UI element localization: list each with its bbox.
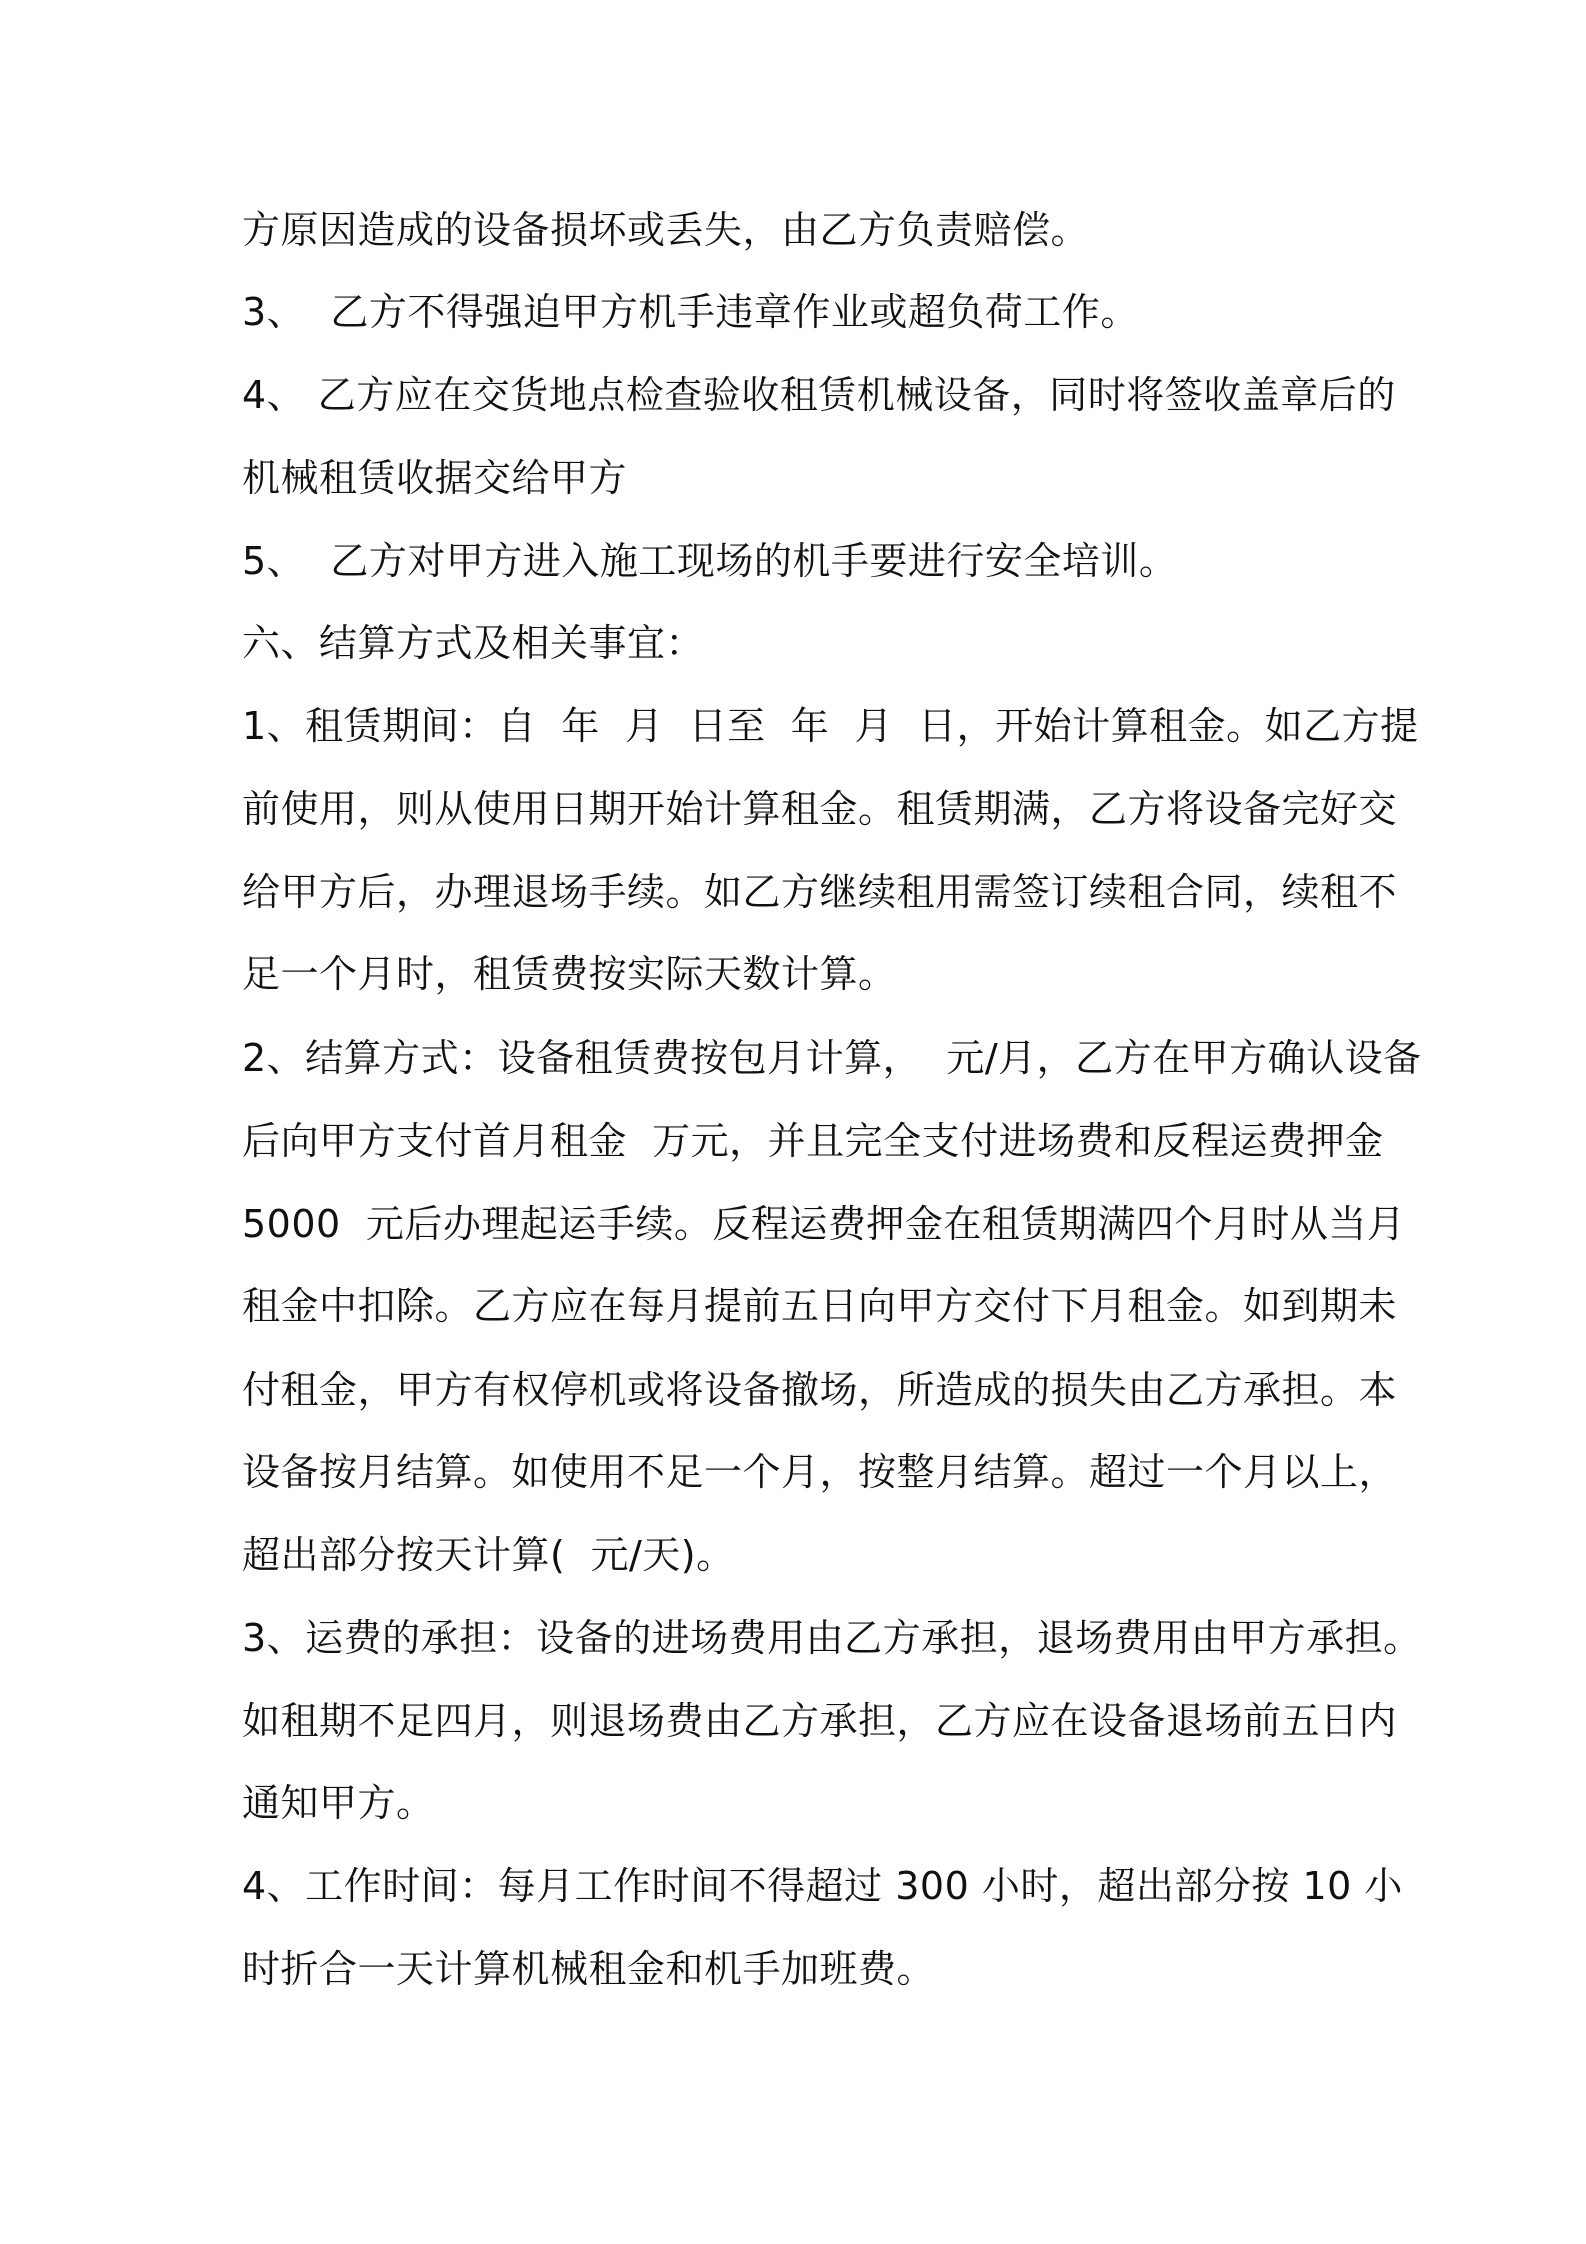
paragraph-line: 3、 乙方不得强迫甲方机手违章作业或超负荷工作。	[242, 290, 1139, 334]
paragraph-line: 机械租赁收据交给甲方	[242, 456, 628, 500]
paragraph-line: 付租金，甲方有权停机或将设备撤场，所造成的损失由乙方承担。本	[242, 1368, 1398, 1412]
paragraph-line: 时折合一天计算机械租金和机手加班费。	[242, 1947, 936, 1991]
paragraph-line: 3、运费的承担：设备的进场费用由乙方承担，退场费用由甲方承担。	[242, 1616, 1422, 1660]
paragraph-line: 后向甲方支付首月租金 万元，并且完全支付进场费和反程运费押金	[242, 1119, 1384, 1163]
section-heading: 六、结算方式及相关事宜：	[242, 621, 705, 665]
paragraph-line: 方原因造成的设备损坏或丢失，由乙方负责赔偿。	[242, 208, 1090, 252]
paragraph-line: 超出部分按天计算( 元/天)。	[242, 1533, 735, 1577]
paragraph-line: 4、工作时间：每月工作时间不得超过 300 小时，超出部分按 10 小	[242, 1864, 1403, 1908]
paragraph-line: 1、租赁期间：自 年 月 日至 年 月 日，开始计算租金。如乙方提	[242, 704, 1419, 748]
paragraph-line: 2、结算方式：设备租赁费按包月计算， 元/月，乙方在甲方确认设备	[242, 1036, 1422, 1080]
paragraph-line: 5000 元后办理起运手续。反程运费押金在租赁期满四个月时从当月	[242, 1202, 1406, 1246]
paragraph-line: 通知甲方。	[242, 1781, 435, 1825]
paragraph-line: 如租期不足四月，则退场费由乙方承担，乙方应在设备退场前五日内	[242, 1699, 1398, 1743]
paragraph-line: 租金中扣除。乙方应在每月提前五日向甲方交付下月租金。如到期未	[242, 1284, 1398, 1328]
paragraph-line: 4、 乙方应在交货地点检查验收租赁机械设备，同时将签收盖章后的	[242, 373, 1396, 417]
paragraph-line: 5、 乙方对甲方进入施工现场的机手要进行安全培训。	[242, 539, 1178, 583]
paragraph-line: 足一个月时，租赁费按实际天数计算。	[242, 952, 897, 996]
paragraph-line: 前使用，则从使用日期开始计算租金。租赁期满，乙方将设备完好交	[242, 787, 1398, 831]
paragraph-line: 设备按月结算。如使用不足一个月，按整月结算。超过一个月以上，	[242, 1450, 1398, 1494]
paragraph-line: 给甲方后，办理退场手续。如乙方继续租用需签订续租合同，续租不	[242, 870, 1398, 914]
